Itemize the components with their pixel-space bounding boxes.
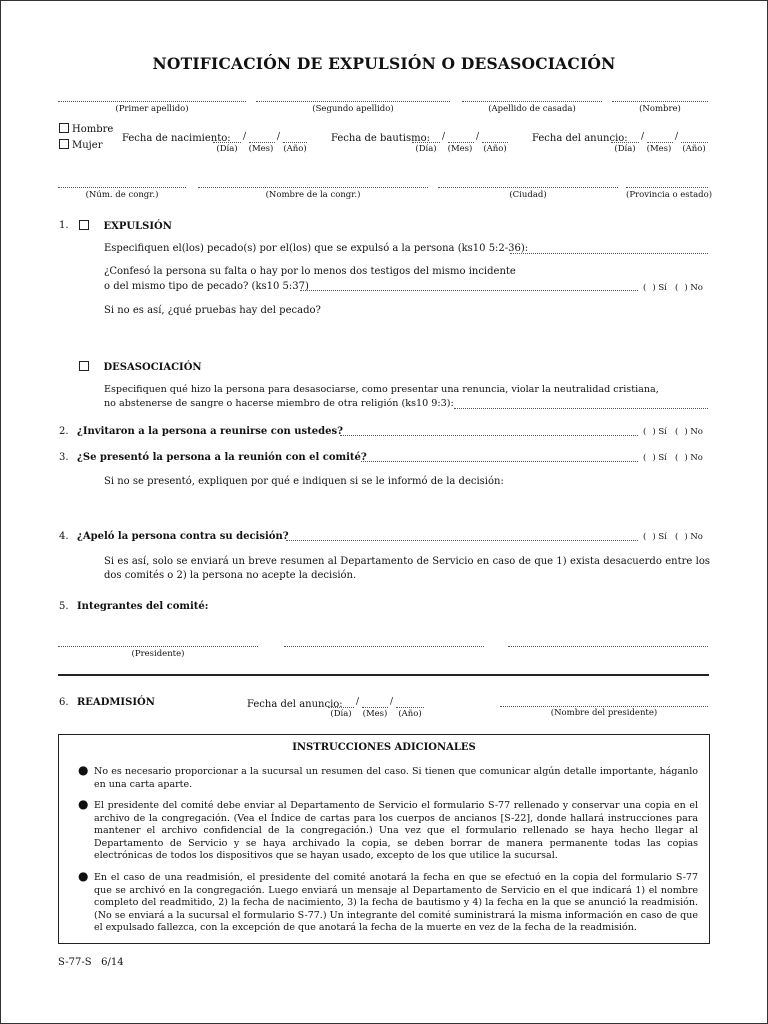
checkbox-icon [59,139,69,149]
bullet-icon: ● [78,869,89,883]
checkbox-icon [79,220,89,230]
section-3-number: 3. [59,452,69,463]
yes-label: Sí [658,427,667,437]
section-6-number: 6. [59,697,69,708]
chair-label: (Presidente) [131,649,185,659]
day-label: (Día) [614,144,636,154]
disassociation-heading: DESASOCIACIÓN [103,362,202,373]
disassociation-checkbox[interactable] [79,361,202,373]
female-label: Mujer [72,140,103,151]
second-surname-label: (Segundo apellido) [312,104,394,114]
chair-signature-field[interactable] [58,646,258,647]
birth-year-field[interactable] [283,142,307,143]
date-separator: / [390,697,394,707]
married-surname-label: (Apellido de casada) [488,104,576,114]
date-separator: / [641,132,645,142]
reinstatement-month-field[interactable] [362,707,388,708]
appeal-question: ¿Apeló la persona contra su decisión? [77,531,289,542]
day-label: (Día) [216,144,238,154]
confession-question-line1: ¿Confesó la persona su falta o hay por lo menos dos testigos del mismo incidente [104,266,516,277]
checkbox-icon [79,361,89,371]
date-separator: / [356,697,360,707]
attended-leader [361,461,638,462]
sins-field[interactable] [510,253,708,254]
month-label: (Mes) [447,144,473,154]
confession-question-line2: o del mismo tipo de pecado? (ks10 5:37) [104,281,309,292]
evidence-question: Si no es así, ¿qué pruebas hay del pecado? [104,305,321,316]
bullet-icon: ● [78,763,89,777]
attended-followup: Si no se presentó, expliquen por qué e indiquen si se le informó de la decisión: [104,476,504,487]
disassociation-question-line2: no abstenerse de sangre o hacerse miembro de otra religión (ks10 9:3): [104,398,454,409]
reinstatement-heading: READMISIÓN [77,697,155,708]
year-label: (Año) [682,144,706,154]
section-1-number: 1. [59,220,69,231]
checkbox-icon [59,123,69,133]
year-label: (Año) [398,709,422,719]
no-label: No [690,453,703,463]
invited-leader [340,435,638,436]
sins-question: Especifiquen el(los) pecado(s) por el(los) que se expulsó a la persona (ks10 5:2-36): [104,243,529,254]
no-label: No [690,427,703,437]
no-label: No [690,532,703,542]
first-surname-label: (Primer apellido) [115,104,189,114]
attended-yes-no[interactable]: ( ) Sí ( ) No [643,453,703,463]
birth-date-label: Fecha de nacimiento: [122,133,231,144]
form-date: 6/14 [101,957,124,968]
no-label: No [690,283,703,293]
disassociation-question-line1: Especifiquen qué hizo la persona para desasociarse, como presentar una renuncia, violar la neutralidad cristiana, [104,384,659,395]
expulsion-heading: EXPULSIÓN [103,221,172,232]
congregation-number-field[interactable] [58,187,186,188]
date-separator: / [277,132,281,142]
baptism-year-field[interactable] [482,142,508,143]
form-code [58,957,124,968]
member-2-signature-field[interactable] [284,646,484,647]
male-checkbox[interactable] [59,123,113,135]
congregation-name-field[interactable] [198,187,428,188]
baptism-date-label: Fecha de bautismo: [331,133,431,144]
attended-question: ¿Se presentó la persona a la reunión con el comité? [77,452,367,463]
state-label: (Provincia o estado) [626,190,713,200]
invited-yes-no[interactable]: ( ) Sí ( ) No [643,427,703,437]
given-name-field[interactable] [612,101,708,102]
reinstatement-day-field[interactable] [328,707,354,708]
date-separator: / [243,132,247,142]
page-title: NOTIFICACIÓN DE EXPULSIÓN O DESASOCIACIÓN [152,54,616,73]
date-separator: / [442,132,446,142]
bullet-icon: ● [78,797,89,811]
year-label: (Año) [283,144,307,154]
instruction-item: En el caso de una readmisión, el presidente del comité anotará la fecha en que se efectuó en la copia del formulario S-77 que se archivó en la congregación. Luego enviará un mensaje al Departamento de Servicio en el que indicará 1) el nombre completo del readmitido, 2) la fecha de nacimiento, 3) la fecha de bautismo y 4) la fecha en la que se anunció la readmisión. (No se enviará a la sucursal el formulario S-77.) Un integrante del comité suministrará la misma información en caso de que el expulsado fallezca, con la excepción de que anotará la fecha de la muerte en vez de la fecha de la readmisión. [94,872,698,933]
instructions-title: INSTRUCCIONES ADICIONALES [292,742,476,753]
announcement-day-field[interactable] [611,142,639,143]
section-divider [58,674,709,676]
reinstatement-year-field[interactable] [396,707,424,708]
birth-month-field[interactable] [249,142,275,143]
yes-label: Sí [658,532,667,542]
congregation-name-label: (Nombre de la congr.) [265,190,361,200]
appeal-yes-no[interactable]: ( ) Sí ( ) No [643,532,703,542]
section-2-number: 2. [59,426,69,437]
male-label: Hombre [72,124,114,135]
day-label: (Día) [415,144,437,154]
month-label: (Mes) [362,709,388,719]
date-separator: / [675,132,679,142]
city-field[interactable] [438,187,618,188]
congregation-number-label: (Núm. de congr.) [85,190,159,200]
form-code-text: S-77-S [58,957,92,968]
disassociation-field[interactable] [454,408,708,409]
chair-name-field[interactable] [500,706,708,707]
invited-question: ¿Invitaron a la persona a reunirse con ustedes? [77,426,343,437]
city-label: (Ciudad) [509,190,547,200]
birth-day-field[interactable] [213,142,241,143]
first-surname-field[interactable] [58,101,246,102]
reinstatement-announcement-label: Fecha del anuncio: [247,699,343,710]
instruction-item: El presidente del comité debe enviar al Departamento de Servicio el formulario S-77 rellenado y conservar una copia en el archivo de la congregación. (Vea el Índice de cartas para los cuerpos de ancianos [S-22], donde hallará instrucciones para mantener el archivo confidencial de la congregación.) Una vez que el formulario rellenado se haya hecho llegar al Departamento de Servicio y se haya archivado la copia, se deben borrar de manera permanente todas las copias electrónicas de todos los dispositivos que se hayan usado, excepto de los que utilice la sucursal. [94,800,698,861]
chair-name-label: (Nombre del presidente) [550,708,658,718]
confession-yes-no[interactable]: ( ) Sí ( ) No [643,283,703,293]
committee-heading: Integrantes del comité: [77,601,209,612]
given-name-label: (Nombre) [639,104,681,114]
date-separator: / [476,132,480,142]
expulsion-checkbox[interactable] [79,220,172,232]
yes-label: Sí [658,453,667,463]
yes-label: Sí [658,283,667,293]
instruction-item: No es necesario proporcionar a la sucursal un resumen del caso. Si tienen que comunicar algún detalle importante, háganlo en una carta aparte. [94,766,698,790]
section-5-number: 5. [59,601,69,612]
day-label: (Día) [330,709,352,719]
month-label: (Mes) [646,144,672,154]
announcement-date-label: Fecha del anuncio: [532,133,628,144]
married-surname-field[interactable] [462,101,602,102]
year-label: (Año) [483,144,507,154]
second-surname-field[interactable] [256,101,450,102]
baptism-month-field[interactable] [448,142,474,143]
section-4-number: 4. [59,531,69,542]
appeal-followup: Si es así, solo se enviará un breve resumen al Departamento de Servicio en caso de que 1) exista desacuerdo entre los dos comités o 2) la persona no acepte la decisión. [104,556,710,581]
appeal-leader [286,540,638,541]
confession-leader [300,290,638,291]
state-field[interactable] [626,187,708,188]
month-label: (Mes) [248,144,274,154]
announcement-month-field[interactable] [647,142,673,143]
female-checkbox[interactable] [59,139,102,151]
member-3-signature-field[interactable] [508,646,708,647]
announcement-year-field[interactable] [681,142,708,143]
baptism-day-field[interactable] [412,142,440,143]
